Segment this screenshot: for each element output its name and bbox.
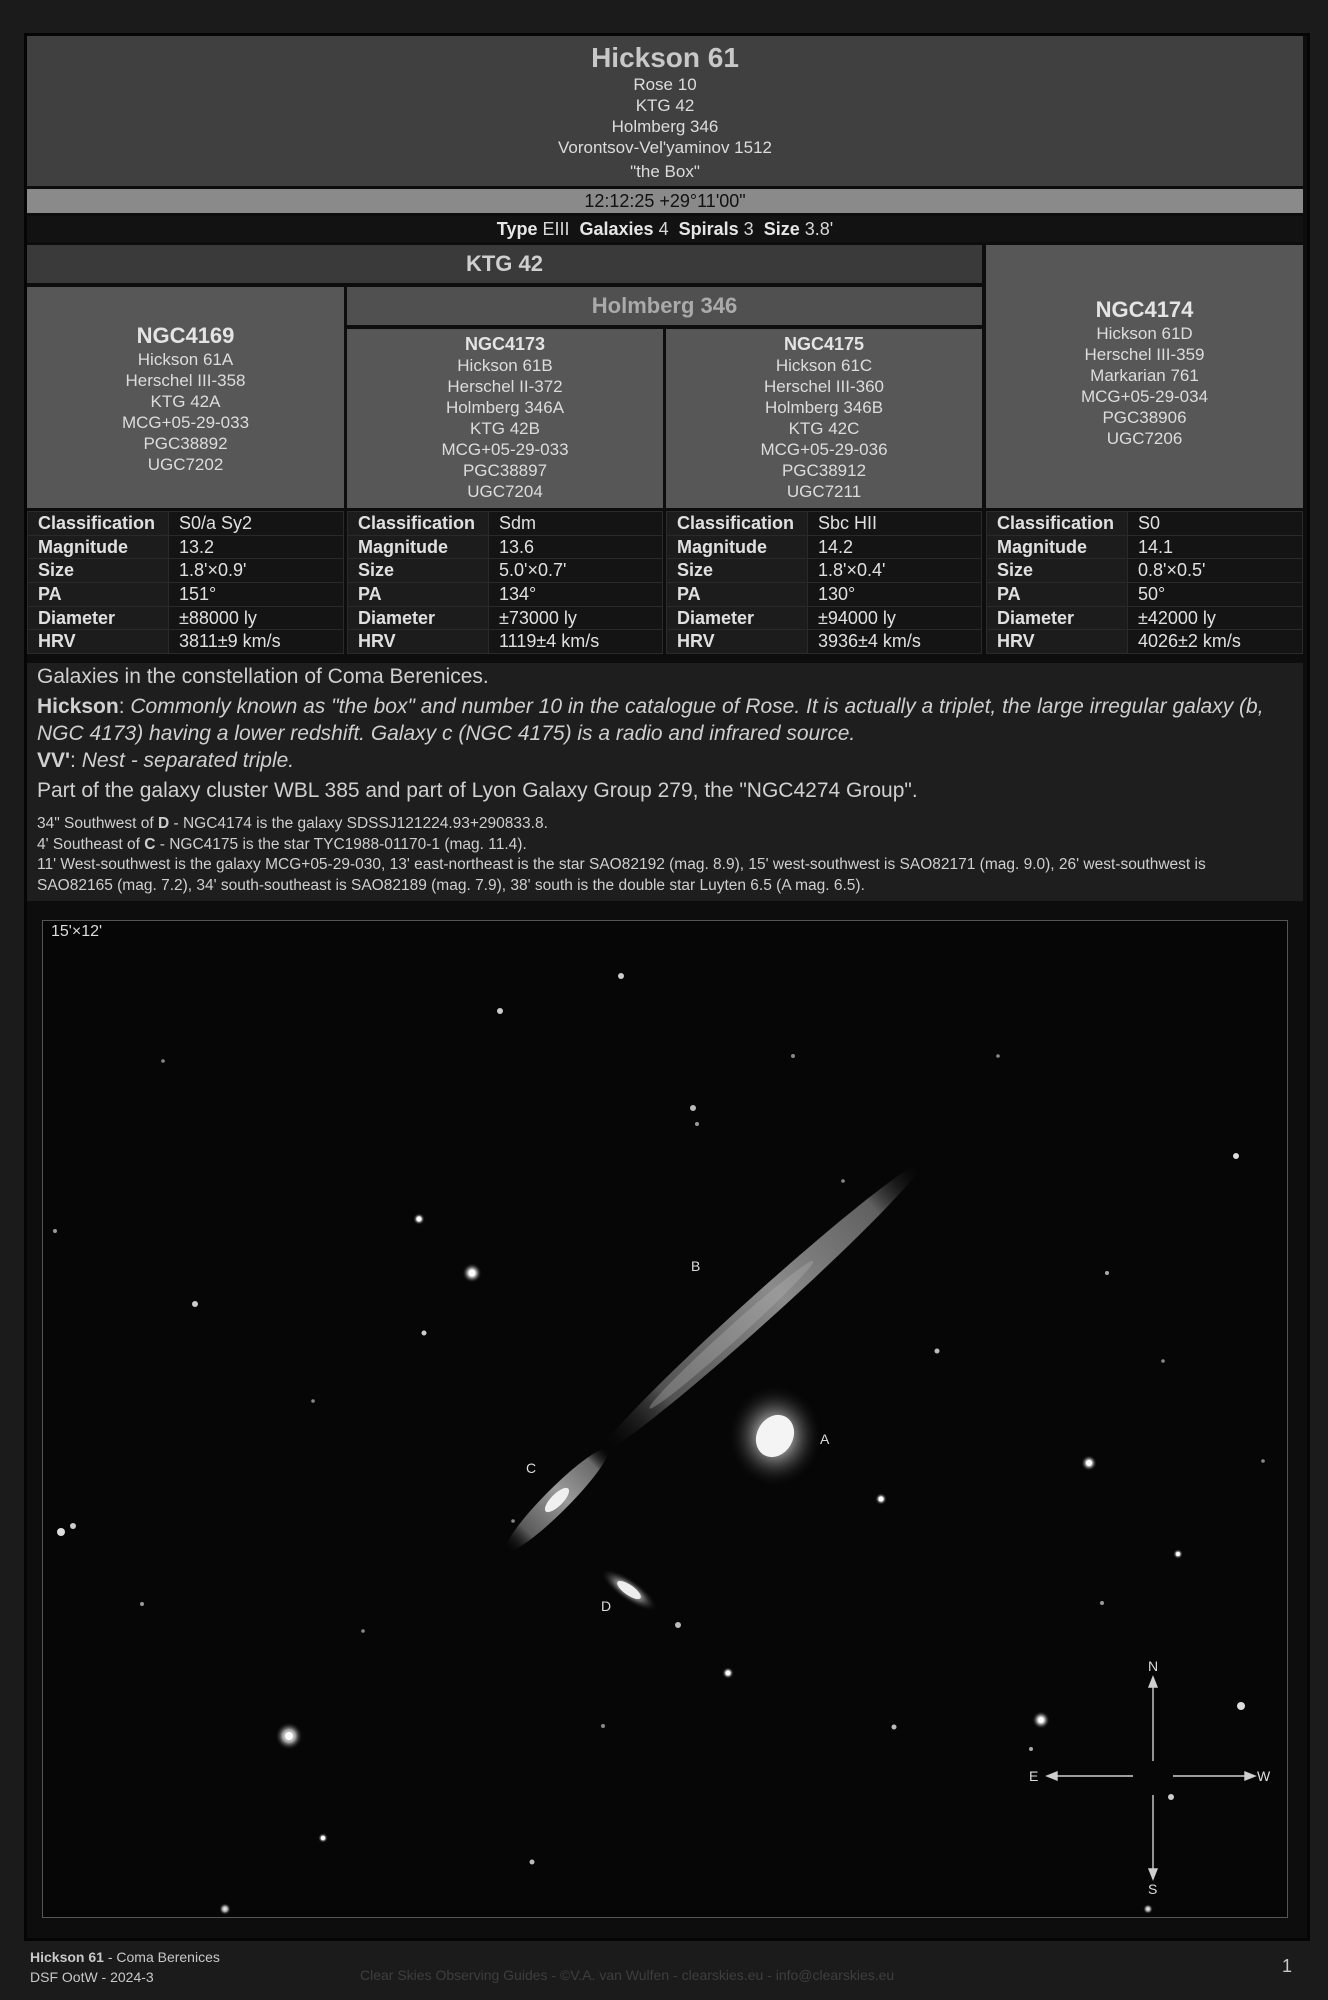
note — [37, 814, 1283, 835]
property-value: 130° — [808, 583, 982, 607]
sky-image-canvas — [43, 921, 1287, 1917]
table-row — [667, 630, 982, 654]
field-of-view-label: 15'×12' — [51, 923, 103, 940]
property-label: Size — [987, 559, 1128, 583]
constellation-text: Galaxies in the constellation of Coma Berenices. — [37, 665, 489, 688]
galaxy-label-a: A — [820, 1431, 830, 1447]
property-label: Magnitude — [348, 535, 489, 559]
table-row — [28, 535, 344, 559]
galaxy-box-ngc4173 — [347, 329, 663, 508]
property-label: Diameter — [667, 606, 808, 630]
galaxy-label-d: D — [601, 1598, 612, 1614]
footer-title: Hickson 61 — [30, 1949, 104, 1965]
cluster-text: Part of the galaxy cluster WBL 385 and part of Lyon Galaxy Group 279, the "NGC4274 Group". — [37, 779, 918, 802]
table-row — [348, 606, 663, 630]
galaxy-alias: MCG+05-29-033 — [121, 413, 250, 432]
table-row — [987, 559, 1303, 583]
property-value: 0.8'×0.5' — [1128, 559, 1303, 583]
property-value: 50° — [1128, 583, 1303, 607]
galaxy-alias: Herschel III-358 — [125, 371, 246, 390]
spirals-label: Spirals — [678, 219, 739, 239]
property-value: 3936±4 km/s — [808, 630, 982, 654]
note-label: C — [144, 835, 156, 853]
coordinates: 12:12:25 +29°11'00" — [27, 189, 1303, 213]
galaxy-alias: MCG+05-29-034 — [1080, 387, 1209, 406]
property-value: 14.1 — [1128, 535, 1303, 559]
galaxy-alias: Herschel II-372 — [447, 377, 563, 396]
table-row — [28, 630, 344, 654]
table-row — [987, 583, 1303, 607]
footer-series: DSF OotW - 2024-3 — [30, 1969, 154, 1985]
galaxy-alias: Hickson 61A — [137, 350, 234, 369]
galaxy-alias: UGC7211 — [786, 482, 862, 501]
galaxies-label: Galaxies — [579, 219, 654, 239]
table-row — [667, 606, 982, 630]
property-label: Classification — [987, 512, 1128, 536]
table-row — [348, 583, 663, 607]
vv-label: VV' — [37, 749, 71, 772]
table-row — [28, 512, 344, 536]
property-value: ±94000 ly — [808, 606, 982, 630]
notes — [37, 814, 1283, 896]
size-value: 3.8' — [804, 219, 834, 239]
compass-north-label: N — [1148, 1658, 1159, 1674]
footer-constellation: - Coma Berenices — [103, 1949, 220, 1965]
properties-table-ngc4169 — [27, 511, 344, 654]
compass-south-label: S — [1148, 1881, 1158, 1897]
compass-east-label: E — [1029, 1768, 1039, 1784]
table-row — [348, 559, 663, 583]
galaxy-a-shape — [727, 1384, 823, 1488]
footer-credit: Clear Skies Observing Guides - ©V.A. van Wulfen - clearskies.eu - info@clearskies.eu — [360, 1967, 895, 1983]
note-text: 4' Southeast of — [37, 835, 145, 853]
property-label: Diameter — [348, 606, 489, 630]
description-panel — [27, 663, 1303, 901]
table-row — [667, 583, 982, 607]
property-value: 1119±4 km/s — [489, 630, 663, 654]
table-row — [348, 535, 663, 559]
table-row — [348, 630, 663, 654]
property-value: S0/a Sy2 — [169, 512, 344, 536]
galaxy-label-b: B — [691, 1258, 701, 1274]
table-row — [28, 559, 344, 583]
property-label: HRV — [348, 630, 489, 654]
note-text: - NGC4174 is the galaxy SDSSJ121224.93+290833.8. — [169, 815, 548, 832]
holmberg-header: Holmberg 346 — [347, 287, 982, 325]
table-row — [987, 630, 1303, 654]
property-label: Diameter — [28, 606, 169, 630]
property-label: Magnitude — [987, 535, 1128, 559]
galaxy-alias: Holmberg 346A — [445, 398, 565, 417]
galaxy-alias: UGC7206 — [1106, 429, 1183, 448]
galaxy-alias: KTG 42C — [788, 419, 860, 438]
galaxy-box-ngc4169 — [27, 287, 344, 508]
property-label: Size — [348, 559, 489, 583]
table-row — [348, 512, 663, 536]
galaxy-alias: PGC38892 — [143, 434, 228, 453]
title-box — [27, 36, 1303, 186]
sky-image — [42, 920, 1288, 1918]
galaxy-alias: UGC7202 — [147, 455, 224, 474]
property-label: Classification — [348, 512, 489, 536]
galaxy-alias: KTG 42B — [470, 419, 540, 438]
galaxy-name: NGC4173 — [464, 334, 546, 354]
compass-west-label: W — [1257, 1768, 1271, 1784]
note-text: - NGC4175 is the star TYC1988-01170-1 (mag. 11.4). — [155, 835, 527, 853]
galaxy-alias: Holmberg 346B — [764, 398, 884, 417]
galaxy-alias: Herschel III-360 — [764, 377, 884, 396]
galaxy-alias: PGC38897 — [462, 461, 548, 480]
property-value: ±88000 ly — [169, 606, 344, 630]
galaxy-alias: Hickson 61D — [1096, 324, 1193, 343]
properties-table-ngc4174 — [986, 511, 1303, 654]
property-value: Sbc HII — [808, 512, 982, 536]
properties-table-ngc4173 — [347, 511, 663, 654]
table-row — [987, 512, 1303, 536]
table-row — [28, 606, 344, 630]
galaxies-value: 4 — [658, 219, 669, 239]
galaxy-alias: Markarian 761 — [1090, 366, 1199, 385]
property-value: Sdm — [489, 512, 663, 536]
property-label: Classification — [28, 512, 169, 536]
galaxy-label-c: C — [526, 1460, 537, 1476]
note: 11' West-southwest is the galaxy MCG+05-29-030, 13' east-northeast is the star SAO82192 (mag. 8.9), 15' west-southwest is SAO82171 (mag. 9.0), 26' west-southwest is SAO82165 (mag. 7.2), 34' south-southeast is SAO82189 (mag. 7.9), 38' south is the double star Luyten 6.5 (A mag. 6.5). — [37, 856, 1206, 894]
galaxy-alias: UGC7204 — [467, 482, 543, 501]
galaxy-box-ngc4175 — [666, 329, 982, 508]
property-value: 151° — [169, 583, 344, 607]
galaxy-alias: MCG+05-29-036 — [760, 440, 888, 459]
property-label: Size — [28, 559, 169, 583]
hickson-label: Hickson — [37, 695, 119, 718]
size-label: Size — [763, 219, 800, 239]
galaxy-alias: Hickson 61B — [457, 356, 553, 375]
property-value: 13.2 — [169, 535, 344, 559]
alias: Rose 10 — [633, 75, 697, 94]
property-value: 3811±9 km/s — [169, 630, 344, 654]
property-label: Magnitude — [28, 535, 169, 559]
property-value: 134° — [489, 583, 663, 607]
property-label: HRV — [667, 630, 808, 654]
table-row — [667, 512, 982, 536]
alias: KTG 42 — [635, 96, 695, 115]
vv-text: Nest - separated triple. — [81, 749, 295, 772]
property-label: Size — [667, 559, 808, 583]
alias: Holmberg 346 — [611, 117, 719, 136]
property-label: PA — [348, 583, 489, 607]
page-number: 1 — [1281, 1956, 1292, 1976]
property-label: Diameter — [987, 606, 1128, 630]
spirals-value: 3 — [743, 219, 754, 239]
property-value: 4026±2 km/s — [1128, 630, 1303, 654]
table-row — [667, 559, 982, 583]
property-label: PA — [987, 583, 1128, 607]
property-label: HRV — [28, 630, 169, 654]
property-value: S0 — [1128, 512, 1303, 536]
type-label: Type — [496, 219, 538, 239]
ktg-header: KTG 42 — [27, 245, 982, 283]
hickson-description: Hickson: Commonly known as "the box" and number 10 in the catalogue of Rose. It is actually a triplet, the large irregular galaxy (b, NGC 4173) having a lower redshift. Galaxy c (NGC 4175) is a radio and infrared source. VV': Nest - separated triple. — [37, 695, 1264, 772]
property-value: 13.6 — [489, 535, 663, 559]
property-value: 1.8'×0.9' — [169, 559, 344, 583]
group-stats — [27, 216, 1303, 242]
property-value: ±42000 ly — [1128, 606, 1303, 630]
property-value: 1.8'×0.4' — [808, 559, 982, 583]
hickson-text: Commonly known as "the box" and number 10 in the catalogue of Rose. It is actually a triplet, the large irregular galaxy (b, NGC 4173) having a lower redshift. Galaxy c (NGC 4175) is a radio and infrared source. — [37, 695, 1264, 745]
note-label: D — [157, 815, 170, 832]
property-label: PA — [28, 583, 169, 607]
property-label: PA — [667, 583, 808, 607]
alias: Vorontsov-Vel'yaminov 1512 — [558, 138, 772, 157]
properties-table-ngc4175 — [666, 511, 982, 654]
page-title: Hickson 61 — [591, 42, 739, 73]
property-value: 5.0'×0.7' — [489, 559, 663, 583]
galaxy-name: NGC4174 — [1095, 297, 1194, 322]
note-text: 34" Southwest of — [37, 815, 158, 832]
alias: "the Box" — [630, 162, 700, 181]
galaxy-name: NGC4175 — [783, 334, 865, 354]
galaxy-alias: PGC38906 — [1102, 408, 1187, 427]
table-row — [987, 606, 1303, 630]
galaxy-box-ngc4174 — [986, 245, 1303, 508]
galaxy-alias: PGC38912 — [781, 461, 867, 480]
property-label: Classification — [667, 512, 808, 536]
property-value: 14.2 — [808, 535, 982, 559]
galaxy-alias: Herschel III-359 — [1084, 345, 1205, 364]
property-value: ±73000 ly — [489, 606, 663, 630]
table-row — [987, 535, 1303, 559]
property-label: Magnitude — [667, 535, 808, 559]
table-row — [28, 583, 344, 607]
footer-info — [30, 1947, 220, 1987]
table-row — [667, 535, 982, 559]
property-label: HRV — [987, 630, 1128, 654]
type-value: EIII — [542, 219, 570, 239]
galaxy-name: NGC4169 — [136, 323, 235, 348]
galaxy-alias: Hickson 61C — [775, 356, 873, 375]
note — [37, 835, 1283, 856]
galaxy-alias: KTG 42A — [150, 392, 221, 411]
galaxy-alias: MCG+05-29-033 — [441, 440, 569, 459]
